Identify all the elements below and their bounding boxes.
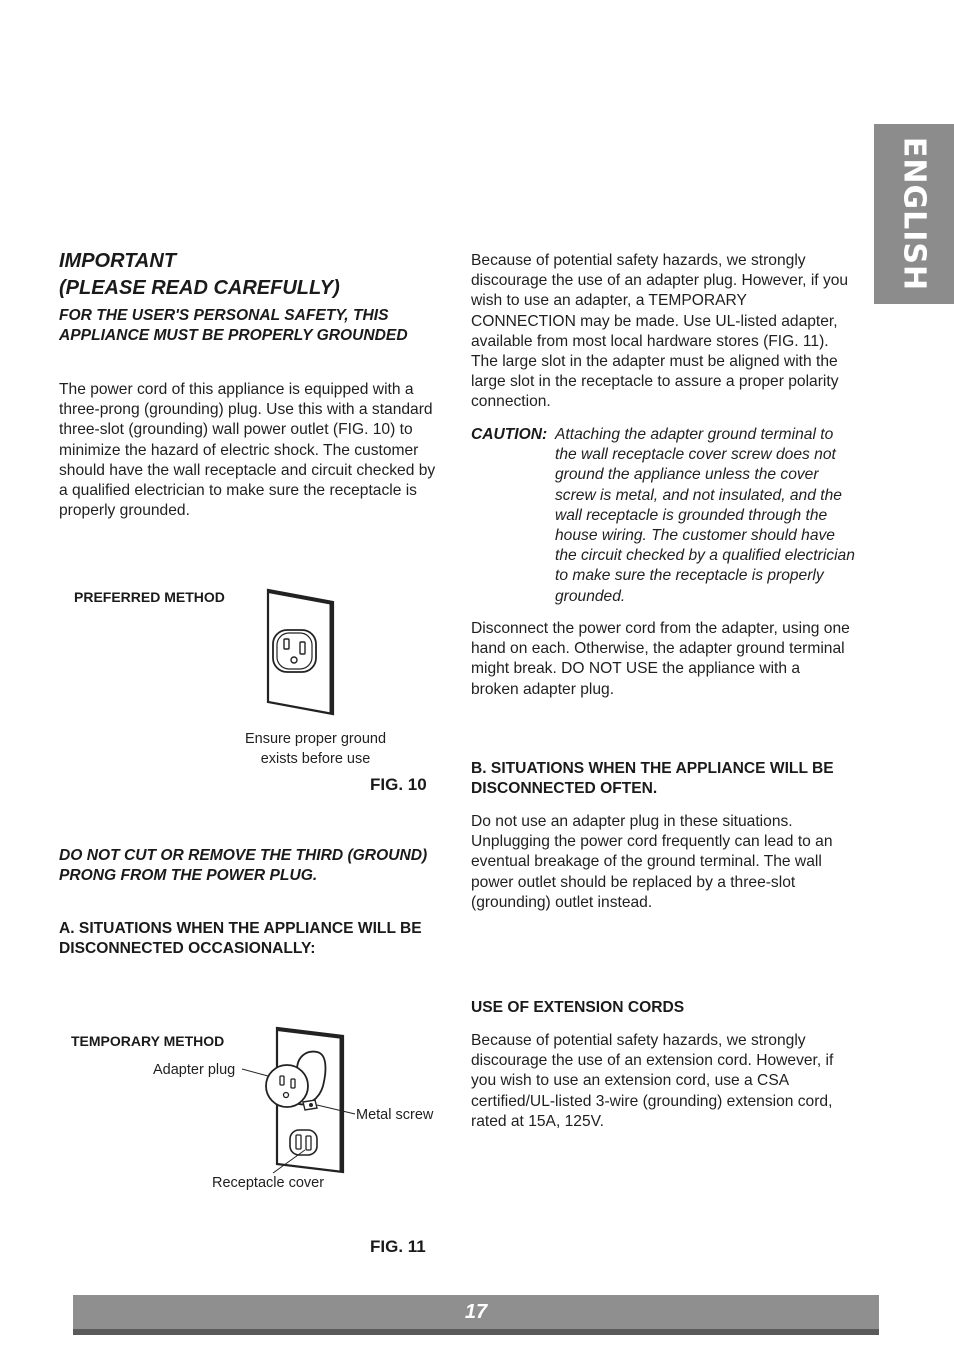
caution-label: CAUTION: [471, 426, 548, 443]
important-title: IMPORTANT (PLEASE READ CAREFULLY) [59, 250, 340, 299]
language-tab-label: ENGLISH [896, 136, 932, 292]
page-number: 17 [464, 1301, 488, 1323]
extension-cords-paragraph: Because of potential safety hazards, we strongly discourage the use of an extension cord. However, if you wish to use an extension cord, use a CSA certified/UL-listed 3-wire (grounding) extension cord, rated at 15A, 125V. [471, 1032, 834, 1130]
fig10-outlet-illustration [265, 588, 337, 718]
language-tab [874, 124, 954, 304]
do-not-cut-warning: DO NOT CUT OR REMOVE THE THIRD (GROUND) PRONG FROM THE POWER PLUG. [59, 847, 428, 885]
intro-paragraph: The power cord of this appliance is equipped with a three-prong (grounding) plug. Use this with a standard three-slot (grounding) wall power outlet (FIG. 10) to minimize the hazard of electric shock. The customer should have the wall receptacle and circuit checked by a qualified electrician to make sure the receptacle is properly grounded. [59, 381, 436, 520]
fig10-label: FIG. 10 [370, 775, 427, 794]
adapter-plug-label: Adapter plug [153, 1062, 236, 1078]
preferred-method-label: PREFERRED METHOD [74, 589, 225, 605]
extension-cords-heading: USE OF EXTENSION CORDS [471, 999, 685, 1016]
adapter-paragraph: Because of potential safety hazards, we strongly discourage the use of an adapter plug. However, if you wish to use an adapter, a TEMPORARY CONNECTION may be made. Use UL-listed adapter, available from most local hardware stores (FIG. 11). The large slot in the adapter must be aligned with the large slot in the receptacle to assure a proper polarity connection. [471, 252, 849, 411]
metal-screw-label: Metal screw [356, 1107, 434, 1123]
section-b-paragraph: Do not use an adapter plug in these situations. Unplugging the power cord frequently can lead to an eventual breakage of the ground terminal. The wall power outlet should be replaced by a three-slot (grounding) outlet instead. [471, 813, 833, 911]
section-b-heading: B. SITUATIONS WHEN THE APPLIANCE WILL BE DISCONNECTED OFTEN. [471, 760, 834, 798]
safety-subtitle: FOR THE USER'S PERSONAL SAFETY, THIS APPLIANCE MUST BE PROPERLY GROUNDED [59, 307, 408, 345]
fig10-caption: Ensure proper ground exists before use [244, 731, 387, 767]
section-a-heading: A. SITUATIONS WHEN THE APPLIANCE WILL BE DISCONNECTED OCCASIONALLY: [59, 920, 422, 958]
page-footer-bar [73, 1295, 879, 1335]
temporary-method-label: TEMPORARY METHOD [71, 1033, 225, 1049]
receptacle-cover-label: Receptacle cover [212, 1175, 325, 1191]
caution-text: Attaching the adapter ground terminal to the wall receptacle cover screw does not ground the appliance unless the cover screw is metal, and not insulated, and the wall receptacle is grounded through the house wiring. The customer should have the circuit checked by a qualified electrician to make sure the receptacle is properly grounded. [555, 426, 855, 605]
fig11-label: FIG. 11 [370, 1237, 426, 1256]
disconnect-paragraph: Disconnect the power cord from the adapter, using one hand on each. Otherwise, the adapter ground terminal might break. DO NOT USE the appliance with a broken adapter plug. [471, 620, 850, 698]
fig11-adapter-illustration [235, 1026, 360, 1181]
